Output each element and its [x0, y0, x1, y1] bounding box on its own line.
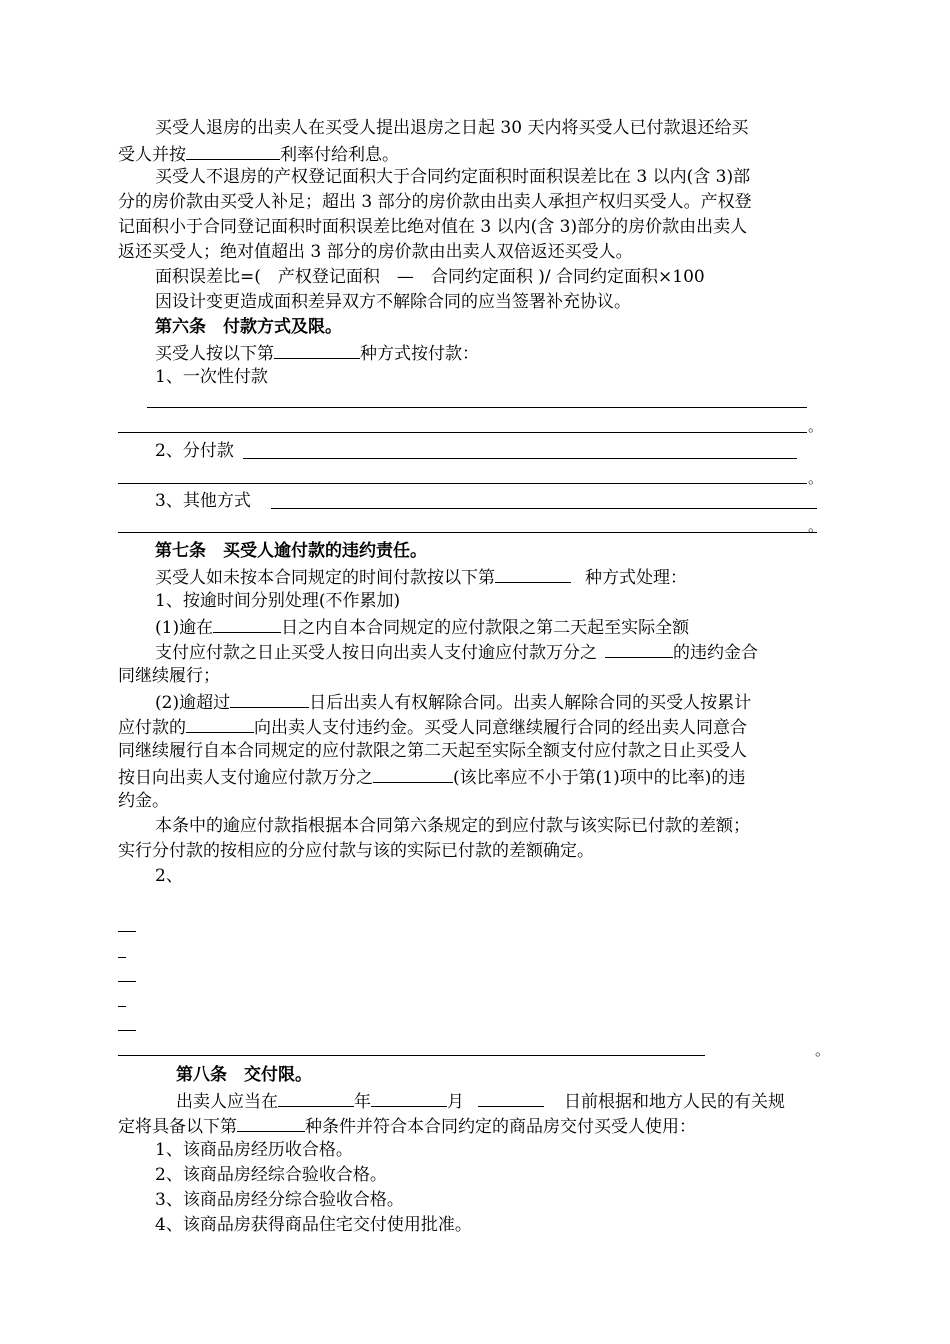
fill-line[interactable] — [147, 407, 807, 408]
paragraph-line — [155, 340, 869, 364]
blank-field[interactable] — [213, 614, 281, 633]
text: (1)逾在 — [155, 618, 214, 638]
text: 买受人如未按本合同规定的时间付款按以下第 — [155, 568, 495, 588]
fill-line[interactable] — [118, 432, 807, 433]
blank-field[interactable] — [274, 340, 360, 359]
text: 出卖人应当在 — [176, 1092, 278, 1112]
text: 按日向出卖人支付逾应付款万分之 — [118, 768, 373, 788]
paragraph-line — [155, 614, 869, 638]
text: 种条件并符合本合同约定的商品房交付买受人使用： — [305, 1117, 696, 1137]
option-label: 1、按逾时间分别处理(不作累加) — [155, 591, 401, 611]
paragraph-line — [155, 639, 869, 663]
text: 日之内自本合同规定的应付款限之第二天起至实际全额 — [281, 618, 690, 638]
text: 日后出卖人有权解除合同。出卖人解除合同的买受人按累计 — [309, 693, 752, 713]
text: 日前根据和地方人民的有关规 — [564, 1092, 785, 1112]
blank-field[interactable] — [230, 689, 309, 708]
text: 种方式处理： — [585, 568, 687, 588]
text: 定将具备以下第 — [118, 1117, 237, 1137]
paragraph-line: 因设计变更造成面积差异双方不解除合同的应当签署补充协议。 — [155, 292, 631, 312]
text: 买受人按以下第 — [155, 344, 274, 364]
blank-field[interactable] — [186, 714, 254, 733]
paragraph-line: 同继续履行； — [118, 666, 220, 686]
formula-line: 面积误差比=( 产权登记面积 — 合同约定面积 )/ 合同约定面积×100 — [155, 267, 705, 287]
short-dash — [118, 1030, 136, 1031]
paragraph-line: 同继续履行自本合同规定的应付款限之第二天起至实际全额支付应付款之日止买受人 — [118, 741, 747, 761]
text: (2)逾超过 — [155, 693, 231, 713]
blank-field[interactable] — [371, 1088, 447, 1107]
fill-line[interactable] — [118, 532, 817, 533]
short-dash — [118, 931, 136, 932]
list-item: 2、该商品房经综合验收合格。 — [155, 1165, 387, 1185]
short-dash — [118, 1006, 126, 1007]
text: 种方式按付款： — [360, 344, 479, 364]
article-8-title: 第八条 交付限。 — [176, 1065, 312, 1085]
blank-field[interactable] — [373, 764, 453, 783]
text: 利率付给利息。 — [280, 145, 399, 165]
paragraph-line: 买受人退房的出卖人在买受人提出退房之日起 30 天内将买受人已付款退还给买 — [155, 118, 749, 138]
article-6-title: 第六条 付款方式及限。 — [155, 317, 342, 337]
paragraph-line: 本条中的逾应付款指根据本合同第六条规定的到应付款与该实际已付款的差额； — [155, 816, 750, 836]
period-mark: 。 — [815, 1041, 831, 1059]
text: 向出卖人支付违约金。买受人同意继续履行合同的经出卖人同意合 — [254, 718, 747, 738]
fill-line[interactable] — [271, 508, 817, 509]
blank-field[interactable] — [186, 141, 280, 160]
short-dash — [118, 957, 126, 958]
fill-line[interactable] — [118, 1055, 705, 1056]
paragraph-line: 分的房价款由买受人补足；超出 3 部分的房价款由出卖人承担产权归买受人。产权登 — [118, 192, 752, 212]
text: 受人并按 — [118, 145, 186, 165]
text: 年 — [354, 1092, 371, 1112]
blank-field[interactable] — [278, 1088, 354, 1107]
short-dash — [118, 981, 136, 982]
text: 支付应付款之日止买受人按日向出卖人支付逾应付款万分之 — [155, 643, 597, 663]
paragraph-line — [176, 1088, 890, 1112]
article-7-title: 第七条 买受人逾付款的违约责任。 — [155, 541, 427, 561]
option-label: 2、 — [155, 866, 183, 886]
list-item: 4、该商品房获得商品住宅交付使用批准。 — [155, 1215, 472, 1235]
option-label: 1、一次性付款 — [155, 367, 268, 387]
paragraph-line: 记面积小于合同登记面积时面积误差比绝对值在 3 以内(含 3)部分的房价款由出卖人 — [118, 217, 748, 237]
option-label: 2、分付款 — [155, 441, 234, 461]
fill-line[interactable] — [118, 483, 807, 484]
paragraph-line: 买受人不退房的产权登记面积大于合同约定面积时面积误差比在 3 以内(含 3)部 — [155, 167, 751, 187]
text: 的违约金合 — [673, 643, 758, 663]
text: 应付款的 — [118, 718, 186, 738]
blank-field[interactable] — [237, 1113, 305, 1132]
paragraph-line — [155, 689, 869, 713]
period-mark: 。 — [808, 517, 824, 535]
period-mark: 。 — [808, 469, 824, 487]
text: 月 — [447, 1092, 464, 1112]
blank-field[interactable] — [478, 1088, 544, 1107]
paragraph-line — [118, 141, 832, 165]
list-item: 3、该商品房经分综合验收合格。 — [155, 1190, 404, 1210]
paragraph-line: 实行分付款的按相应的分应付款与该的实际已付款的差额确定。 — [118, 841, 594, 861]
paragraph-line — [155, 564, 869, 588]
paragraph-line — [118, 714, 832, 738]
paragraph-line — [118, 764, 832, 788]
fill-line[interactable] — [243, 458, 797, 459]
text: (该比率应不小于第(1)项中的比率)的违 — [453, 768, 746, 788]
option-label: 3、其他方式 — [155, 491, 251, 511]
blank-field[interactable] — [605, 639, 673, 658]
period-mark: 。 — [808, 417, 824, 435]
paragraph-line: 返还买受人；绝对值超出 3 部分的房价款由出卖人双倍返还买受人。 — [118, 242, 633, 262]
paragraph-line — [118, 1113, 832, 1137]
paragraph-line: 约金。 — [118, 791, 169, 811]
blank-field[interactable] — [495, 564, 571, 583]
list-item: 1、该商品房经历收合格。 — [155, 1140, 353, 1160]
